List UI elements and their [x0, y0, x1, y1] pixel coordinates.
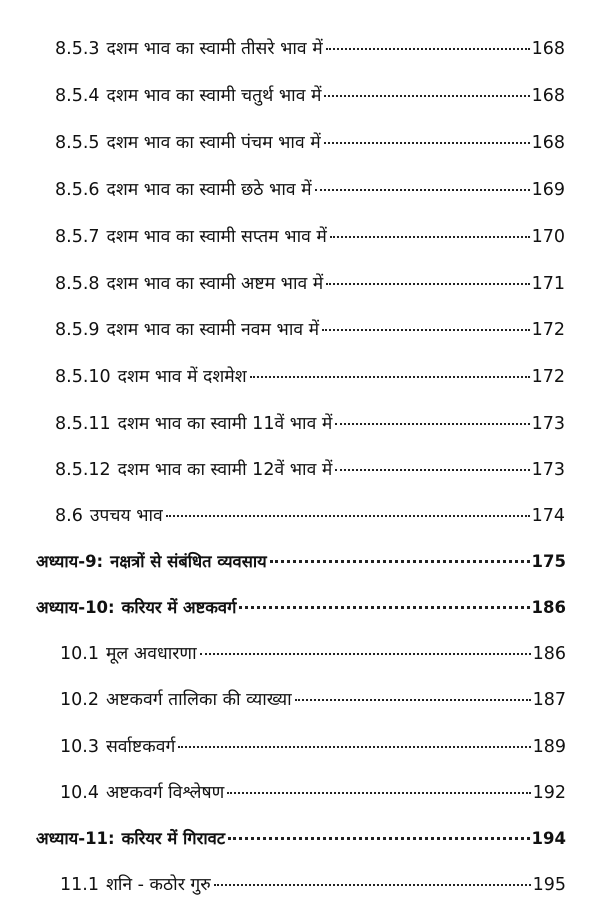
entry-title: अष्टकवर्ग तालिका की व्याख्या — [105, 690, 292, 710]
entry-number: 8.5.12 — [55, 460, 111, 480]
entry-title: दशम भाव का स्वामी नवम भाव में — [106, 320, 320, 340]
entry-page-number: 169 — [531, 180, 565, 200]
chapter-page-number: 194 — [531, 829, 566, 848]
toc-entry-11-1 — [60, 872, 566, 902]
entry-number: 8.5.7 — [55, 227, 100, 247]
toc-entry-8-5-3 — [55, 36, 565, 66]
entry-number: 11.1 — [60, 875, 99, 895]
dot-leader — [315, 189, 530, 191]
entry-page-number: 170 — [531, 227, 565, 247]
dot-leader — [295, 699, 531, 701]
dot-leader — [335, 423, 529, 425]
dot-leader — [239, 606, 529, 609]
entry-number: 8.5.4 — [55, 86, 100, 106]
entry-title: दशम भाव का स्वामी छठे भाव में — [106, 180, 312, 200]
entry-title: मूल अवधारणा — [105, 644, 197, 664]
entry-title: दशम भाव का स्वामी चतुर्थ भाव में — [106, 86, 322, 106]
entry-number: 8.5.5 — [55, 133, 100, 153]
chapter-page-number: 186 — [531, 598, 566, 617]
toc-chapter-10 — [36, 595, 566, 625]
entry-page-number: 189 — [532, 737, 566, 757]
entry-page-number: 168 — [531, 133, 565, 153]
entry-page-number: 172 — [531, 367, 565, 387]
entry-title: शनि - कठोर गुरु — [105, 875, 211, 895]
dot-leader — [326, 48, 530, 50]
entry-page-number: 174 — [531, 506, 565, 526]
entry-page-number: 186 — [532, 644, 566, 664]
entry-page-number: 173 — [531, 460, 565, 480]
entry-title: अष्टकवर्ग विश्लेषण — [105, 783, 225, 803]
entry-page-number: 172 — [531, 320, 565, 340]
entry-page-number: 171 — [531, 274, 565, 294]
chapter-page-number: 175 — [531, 552, 566, 571]
entry-number: 8.6 — [55, 506, 83, 526]
dot-leader — [322, 329, 529, 331]
entry-title: सर्वाष्टकवर्ग — [105, 737, 176, 757]
toc-entry-8-5-11 — [55, 411, 565, 441]
dot-leader — [250, 376, 530, 378]
entry-number: 10.4 — [60, 783, 99, 803]
entry-number: 10.1 — [60, 644, 99, 664]
dot-leader — [214, 884, 531, 886]
toc-entry-8-5-12 — [55, 457, 565, 487]
entry-title: दशम भाव का स्वामी तीसरे भाव में — [106, 39, 323, 59]
dot-leader — [326, 283, 529, 285]
entry-number: 8.5.6 — [55, 180, 100, 200]
entry-page-number: 195 — [532, 875, 566, 895]
dot-leader — [166, 515, 530, 517]
dot-leader — [228, 837, 529, 840]
chapter-number: अध्याय-9: — [36, 552, 104, 571]
toc-entry-8-5-9 — [55, 317, 565, 347]
dot-leader — [330, 236, 530, 238]
toc-entry-10-4 — [60, 780, 566, 810]
entry-title: उपचय भाव — [89, 506, 163, 526]
entry-page-number: 187 — [532, 690, 566, 710]
chapter-number: अध्याय-10: — [36, 598, 115, 617]
dot-leader — [335, 469, 529, 471]
dot-leader — [227, 792, 530, 794]
entry-title: दशम भाव का स्वामी 12वें भाव में — [117, 460, 333, 480]
chapter-title: करियर में अष्टकवर्ग — [121, 598, 237, 617]
toc-entry-8-5-8 — [55, 271, 565, 301]
toc-entry-8-5-6 — [55, 177, 565, 207]
chapter-number: अध्याय-11: — [36, 829, 115, 848]
entry-page-number: 168 — [531, 86, 565, 106]
toc-entry-10-2 — [60, 687, 566, 717]
toc-chapter-11 — [36, 826, 566, 856]
entry-number: 8.5.3 — [55, 39, 100, 59]
dot-leader — [270, 560, 530, 563]
entry-title: दशम भाव का स्वामी 11वें भाव में — [117, 414, 333, 434]
toc-entry-8-6 — [55, 503, 565, 533]
entry-number: 8.5.9 — [55, 320, 100, 340]
toc-entry-10-1 — [60, 641, 566, 671]
toc-entry-10-3 — [60, 734, 566, 764]
dot-leader — [178, 746, 530, 748]
toc-entry-8-5-7 — [55, 224, 565, 254]
entry-title: दशम भाव का स्वामी पंचम भाव में — [106, 133, 321, 153]
entry-page-number: 173 — [531, 414, 565, 434]
entry-number: 10.2 — [60, 690, 99, 710]
toc-chapter-9 — [36, 549, 566, 579]
entry-number: 8.5.11 — [55, 414, 111, 434]
entry-number: 8.5.10 — [55, 367, 111, 387]
entry-title: दशम भाव में दशमेश — [117, 367, 247, 387]
toc-entry-8-5-5 — [55, 130, 565, 160]
dot-leader — [200, 653, 531, 655]
entry-page-number: 192 — [532, 783, 566, 803]
toc-entry-8-5-10 — [55, 364, 565, 394]
entry-page-number: 168 — [531, 39, 565, 59]
chapter-title: करियर में गिरावट — [121, 829, 226, 848]
entry-number: 10.3 — [60, 737, 99, 757]
chapter-title: नक्षत्रों से संबंधित व्यवसाय — [110, 552, 267, 571]
entry-number: 8.5.8 — [55, 274, 100, 294]
entry-title: दशम भाव का स्वामी सप्तम भाव में — [106, 227, 327, 247]
entry-title: दशम भाव का स्वामी अष्टम भाव में — [106, 274, 324, 294]
dot-leader — [324, 142, 530, 144]
toc-entry-8-5-4 — [55, 83, 565, 113]
dot-leader — [324, 95, 529, 97]
